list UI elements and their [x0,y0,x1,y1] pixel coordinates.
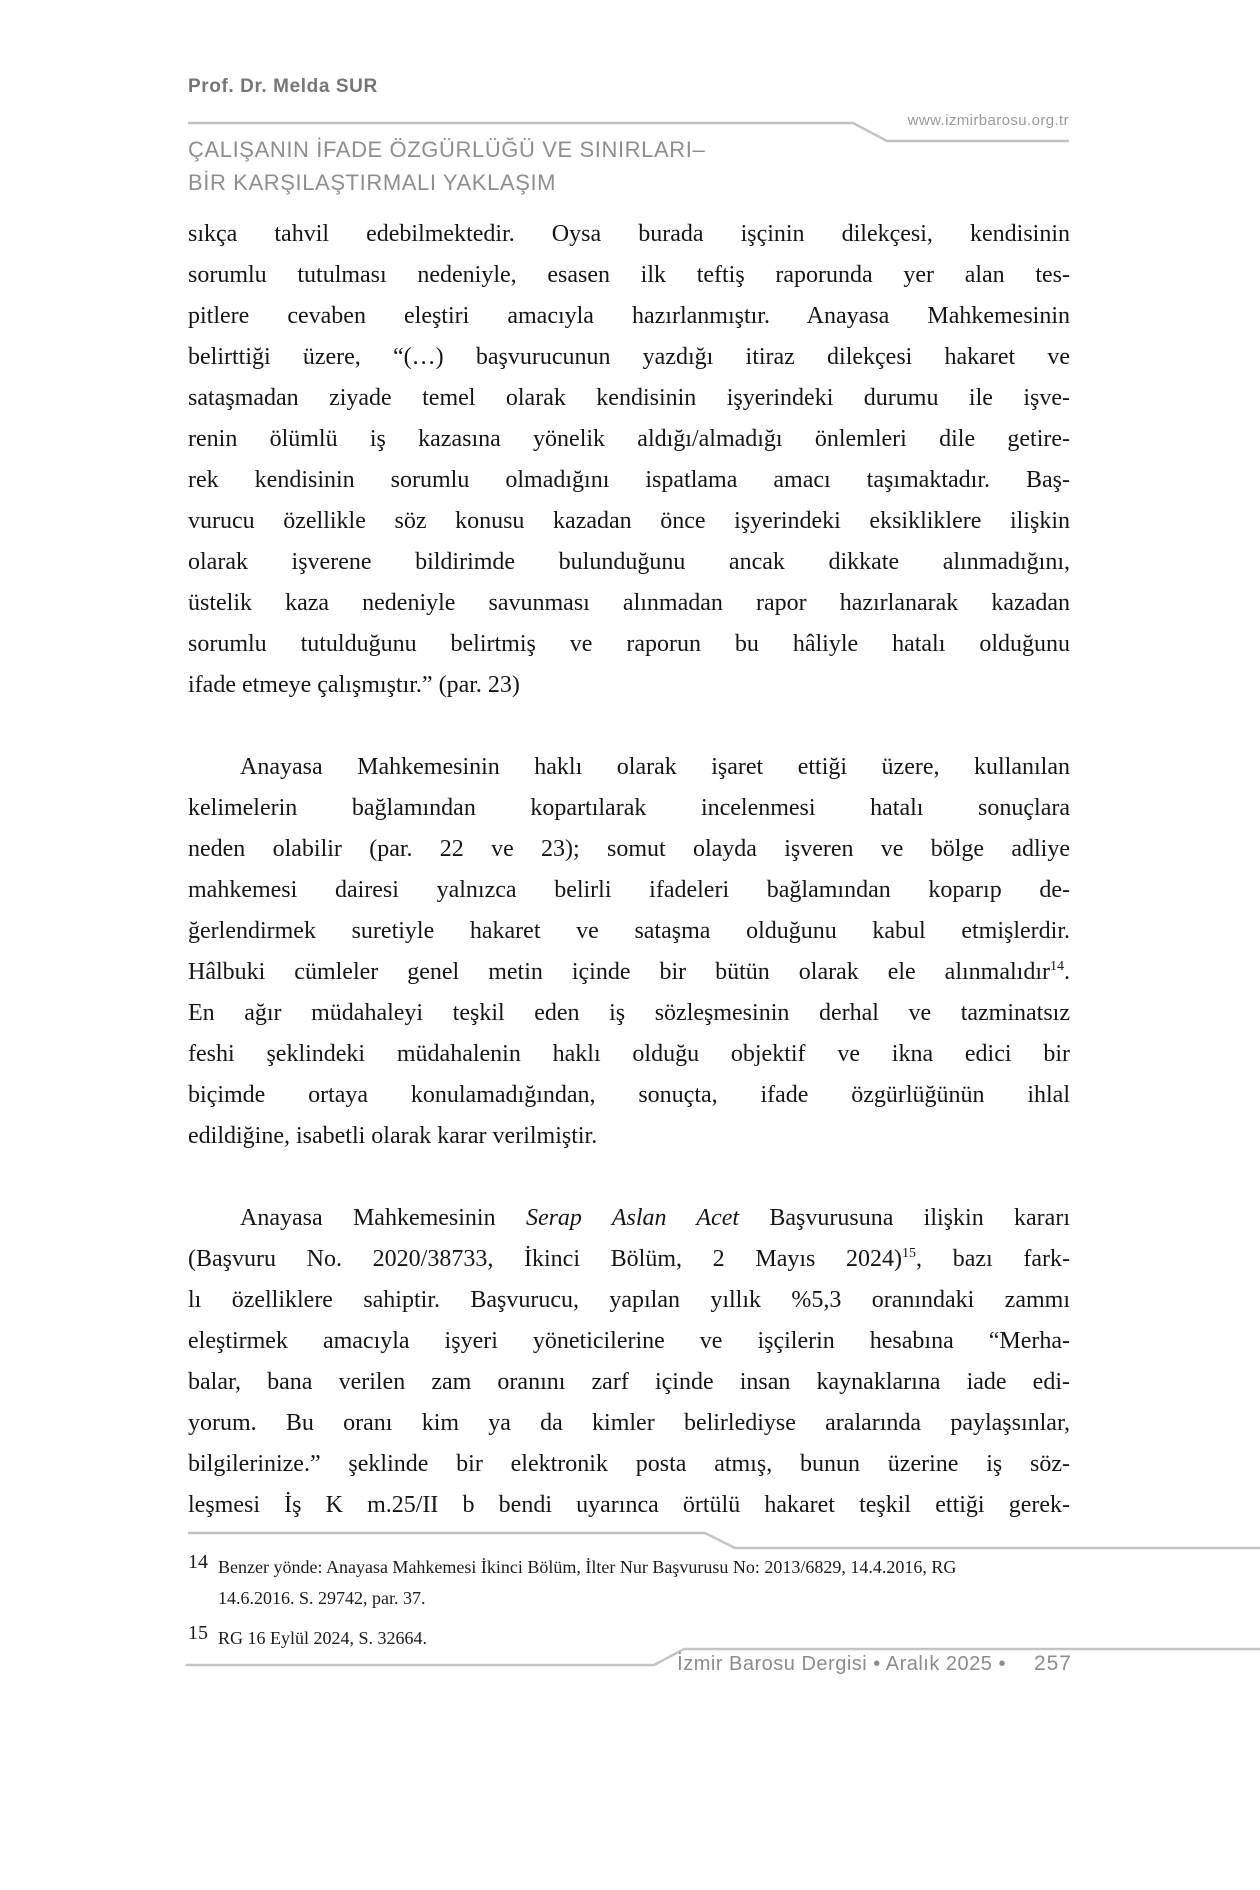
body-text [188,214,1070,1526]
text-segment: (Başvuru No. 2020/38733, İkinci Bölüm, 2 Mayıs 2024) [188,1246,903,1272]
footnote [188,1623,1070,1654]
text-segment: yorum. Bu oranı kim ya da kimler belirlediyse aralarında paylaşsınlar, [188,1410,1070,1436]
text-segment: pitlere cevaben eleştiri amacıyla hazırlanmıştır. Anayasa Mahkemesinin [188,303,1070,329]
text-line [188,501,1070,542]
text-segment: mahkemesi dairesi yalnızca belirli ifadeleri bağlamından koparıp de- [188,877,1070,903]
footnote [188,1552,1070,1614]
text-segment: balar, bana verilen zam oranını zarf içinde insan kaynaklarına iade edi- [188,1369,1070,1395]
text-line [188,1116,1070,1157]
text-line [188,419,1070,460]
text-segment: belirttiği üzere, “(…) başvurucunun yazdığı itiraz dilekçesi hakaret ve [188,344,1070,370]
text-segment: lı özelliklere sahiptir. Başvurucu, yapılan yıllık %5,3 oranındaki zammı [188,1287,1070,1313]
text-line [188,952,1070,993]
journal-name-and-issue: İzmir Barosu Dergisi • Aralık 2025 • [677,1653,1006,1675]
text-line [188,296,1070,337]
text-segment: bilgilerinize.” şeklinde bir elektronik posta atmış, bunun üzerine iş söz- [188,1451,1070,1477]
text-line [188,583,1070,624]
text-line [188,911,1070,952]
text-line [188,993,1070,1034]
text-segment: sataşmadan ziyade temel olarak kendisinin işyerindeki durumu ile işve- [188,385,1070,411]
text-line [188,214,1070,255]
text-line [188,1403,1070,1444]
text-line [188,1034,1070,1075]
text-segment: , bazı fark- [916,1246,1070,1272]
text-line [188,1485,1070,1526]
text-segment: Hâlbuki cümleler genel metin içinde bir bütün olarak ele alınmalıdır [188,959,1050,985]
text-segment: leşmesi İş K m.25/II b bendi uyarınca örtülü hakaret teşkil ettiği gerek- [188,1492,1070,1518]
text-segment: Anayasa Mahkemesinin haklı olarak işaret ettiği üzere, kullanılan [240,754,1070,780]
paragraph [188,747,1070,1157]
text-segment: renin ölümlü iş kazasına yönelik aldığı/almadığı önlemleri dile getire- [188,426,1070,452]
text-segment: üstelik kaza nedeniyle savunması alınmadan rapor hazırlanarak kazadan [188,590,1070,616]
footnote-reference: 14 [1050,959,1064,974]
text-segment: Serap Aslan Acet [525,1205,740,1231]
text-segment: biçimde ortaya konulamadığından, sonuçta, ifade özgürlüğünün ihlal [188,1082,1070,1108]
text-line [188,747,1070,788]
text-line [188,337,1070,378]
page-number: 257 [1033,1652,1072,1675]
text-segment: vurucu özellikle söz konusu kazadan önce işyerindeki eksikliklere ilişkin [188,508,1070,534]
author-name: Prof. Dr. Melda SUR [188,76,378,97]
article-title-line1: ÇALIŞANIN İFADE ÖZGÜRLÜĞÜ VE SINIRLARI– [188,137,706,162]
text-segment: kelimelerin bağlamından kopartılarak incelenmesi hatalı sonuçlara [188,795,1070,821]
footnote-text-line: RG 16 Eylül 2024, S. 32664. [218,1628,428,1648]
paragraph [188,214,1070,706]
text-line [188,1075,1070,1116]
text-segment: sıkça tahvil edebilmektedir. Oysa burada işçinin dilekçesi, kendisinin [188,221,1070,247]
text-segment: rek kendisinin sorumlu olmadığını ispatlama amacı taşımaktadır. Baş- [188,467,1070,493]
text-segment: sorumlu tutulduğunu belirtmiş ve raporun bu hâliyle hatalı olduğunu [188,631,1070,657]
paragraph [188,1198,1070,1526]
footnote-divider-line [188,1533,1260,1548]
text-segment: olarak işverene bildirimde bulunduğunu ancak dikkate alınmadığını, [188,549,1070,575]
journal-website-url: www.izmirbarosu.org.tr [907,112,1069,129]
text-line [188,665,1070,706]
text-segment: eleştirmek amacıyla işyeri yöneticilerine ve işçilerin hesabına “Merha- [188,1328,1070,1354]
text-line [188,460,1070,501]
text-line [188,624,1070,665]
text-line [188,788,1070,829]
text-segment: Anayasa Mahkemesinin [240,1205,526,1231]
text-segment: En ağır müdahaleyi teşkil eden iş sözleşmesinin derhal ve tazminatsız [188,1000,1070,1026]
footnote-text-line: 14.6.2016. S. 29742, par. 37. [218,1588,426,1608]
text-line [188,1280,1070,1321]
text-line [188,1321,1070,1362]
footnote-number: 15 [188,1622,208,1644]
page-footer [188,1652,1072,1676]
text-segment: feshi şeklindeki müdahalenin haklı olduğu objektif ve ikna edici bir [188,1041,1070,1067]
text-line [188,1362,1070,1403]
text-segment: neden olabilir (par. 22 ve 23); somut olayda işveren ve bölge adliye [188,836,1070,862]
text-line [188,542,1070,583]
text-line [188,1444,1070,1485]
text-line [188,1198,1070,1239]
text-segment: sorumlu tutulması nedeniyle, esasen ilk teftiş raporunda yer alan tes- [188,262,1070,288]
text-line [188,829,1070,870]
footnote-text-line: Benzer yönde: Anayasa Mahkemesi İkinci Bölüm, İlter Nur Başvurusu No: 2013/6829, 14.4.2016, RG [218,1557,957,1577]
footnotes-section [188,1552,1070,1654]
text-line [188,870,1070,911]
footnote-number: 14 [188,1551,208,1573]
text-line [188,255,1070,296]
text-segment: Başvurusuna ilişkin kararı [739,1205,1070,1231]
text-line [188,1239,1070,1280]
text-segment: ifade etmeye çalışmıştır.” (par. 23) [188,672,520,698]
text-segment: edildiğine, isabetli olarak karar verilmiştir. [188,1123,598,1149]
footnote-reference: 15 [902,1246,917,1261]
article-title-line2: BİR KARŞILAŞTIRMALI YAKLAŞIM [188,170,557,195]
text-segment: . [1064,959,1070,985]
text-line [188,378,1070,419]
text-segment: ğerlendirmek suretiyle hakaret ve sataşma olduğunu kabul etmişlerdir. [188,918,1070,944]
